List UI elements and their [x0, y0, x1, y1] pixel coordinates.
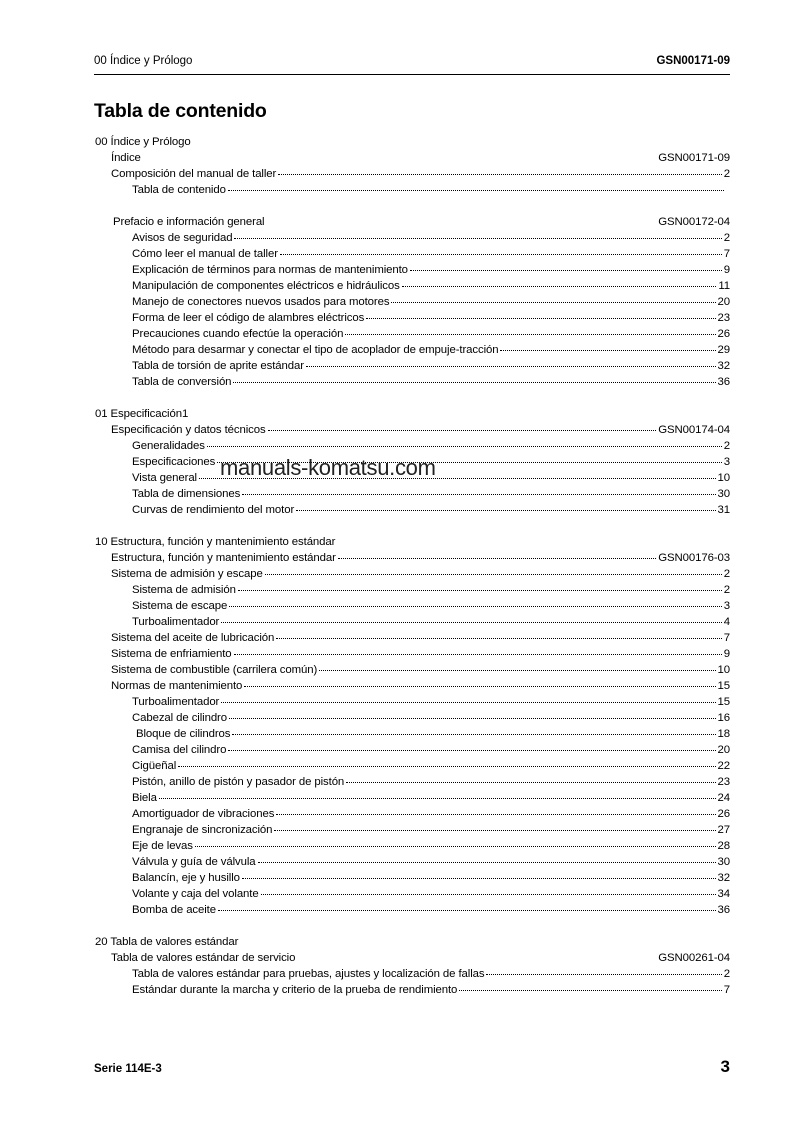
- toc-entry[interactable]: [132, 182, 726, 198]
- toc-entry-label: Tabla de valores estándar para pruebas, ajustes y localización de fallas: [132, 968, 485, 980]
- toc-entry-label: 01 Especificación1: [95, 408, 189, 420]
- toc-entry-page: 26: [717, 328, 730, 340]
- dot-leader: [338, 558, 656, 559]
- toc-chapter-entry[interactable]: [111, 662, 730, 678]
- toc-entry-label: Sistema del aceite de lubricación: [111, 632, 275, 644]
- toc-chapter-entry[interactable]: [111, 166, 730, 182]
- dot-leader: [276, 638, 722, 639]
- toc-entry-page: 9: [723, 648, 730, 660]
- dot-leader: [221, 702, 715, 703]
- toc-entry-label: Bomba de aceite: [132, 904, 216, 916]
- toc-entry-page: 26: [717, 808, 730, 820]
- toc-entry[interactable]: [132, 774, 730, 790]
- toc-entry-page: 34: [717, 888, 730, 900]
- dot-leader: [296, 510, 715, 511]
- dot-leader: [280, 254, 722, 255]
- toc-entry-label: Precauciones cuando efectúe la operación: [132, 328, 344, 340]
- toc-entry-page: GSN00176-03: [658, 552, 730, 564]
- toc-entry[interactable]: [132, 886, 730, 902]
- toc-entry-page: 2: [723, 584, 730, 596]
- toc-chapter-entry[interactable]: [111, 950, 730, 966]
- toc-entry-label: Bloque de cilindros: [136, 728, 231, 740]
- toc-entry-page: 7: [723, 984, 730, 996]
- toc-entry[interactable]: [132, 358, 730, 374]
- toc-chapter-entry[interactable]: [111, 550, 730, 566]
- toc-entry[interactable]: [132, 854, 730, 870]
- toc-entry-label: Turboalimentador: [132, 616, 220, 628]
- toc-entry-label: Especificaciones: [132, 456, 216, 468]
- dot-leader: [410, 270, 722, 271]
- toc-entry-page: 3: [723, 600, 730, 612]
- toc-entry[interactable]: [132, 486, 730, 502]
- toc-entry-page: 2: [723, 168, 730, 180]
- toc-entry-page: 30: [717, 488, 730, 500]
- dot-leader: [195, 846, 716, 847]
- dot-leader: [234, 238, 721, 239]
- dot-leader: [242, 878, 716, 879]
- dot-leader: [234, 654, 722, 655]
- dot-leader: [242, 494, 715, 495]
- toc-chapter-entry[interactable]: [111, 150, 730, 166]
- dot-leader: [233, 382, 715, 383]
- toc-entry-label: Cigüeñal: [132, 760, 177, 772]
- toc-entry[interactable]: [132, 614, 730, 630]
- toc-entry[interactable]: [132, 438, 730, 454]
- toc-entry-page: 24: [717, 792, 730, 804]
- dot-leader: [366, 318, 715, 319]
- toc-entry-page: 16: [717, 712, 730, 724]
- toc-chapter-entry[interactable]: [113, 214, 730, 230]
- toc-entry-label: Tabla de contenido: [132, 184, 226, 196]
- toc-section-heading[interactable]: [95, 406, 730, 422]
- dot-leader: [178, 766, 715, 767]
- dot-leader: [274, 830, 715, 831]
- toc-entry-page: 36: [717, 376, 730, 388]
- toc-entry-page: 10: [717, 472, 730, 484]
- dot-leader: [232, 734, 715, 735]
- toc-entry-label: Manejo de conectores nuevos usados para motores: [132, 296, 390, 308]
- dot-leader: [228, 190, 724, 191]
- toc-entry-label: Volante y caja del volante: [132, 888, 259, 900]
- toc-entry-page: 23: [717, 776, 730, 788]
- toc-entry[interactable]: [132, 294, 730, 310]
- toc-entry-label: Avisos de seguridad: [132, 232, 233, 244]
- toc-entry-label: Válvula y guía de válvula: [132, 856, 256, 868]
- dot-leader: [159, 798, 716, 799]
- dot-leader: [276, 814, 715, 815]
- toc-entry-label: Balancín, eje y husillo: [132, 872, 240, 884]
- dot-leader: [218, 910, 716, 911]
- toc-entry-label: Sistema de enfriamiento: [111, 648, 232, 660]
- toc-entry-label: Turboalimentador: [132, 696, 220, 708]
- dot-leader: [261, 894, 716, 895]
- toc-entry-page: 20: [717, 744, 730, 756]
- toc-entry[interactable]: [132, 838, 730, 854]
- toc-entry[interactable]: [132, 278, 730, 294]
- toc-entry-page: 30: [717, 856, 730, 868]
- dot-leader: [486, 974, 721, 975]
- dot-leader: [500, 350, 715, 351]
- toc-chapter-entry[interactable]: [111, 422, 730, 438]
- toc-entry-label: Curvas de rendimiento del motor: [132, 504, 295, 516]
- toc-entry-page: 2: [723, 568, 730, 580]
- toc-entry-label: 10 Estructura, función y mantenimiento estándar: [95, 536, 336, 548]
- dot-leader: [258, 862, 716, 863]
- dot-leader: [229, 606, 722, 607]
- dot-leader: [268, 430, 657, 431]
- toc-entry[interactable]: [132, 326, 730, 342]
- header-divider: [94, 74, 730, 75]
- toc-entry-page: 31: [717, 504, 730, 516]
- toc-entry-label: Amortiguador de vibraciones: [132, 808, 275, 820]
- toc-entry[interactable]: [132, 310, 730, 326]
- toc-entry-page: 27: [717, 824, 730, 836]
- toc-entry-label: Cabezal de cilindro: [132, 712, 227, 724]
- toc-entry-label: Eje de levas: [132, 840, 193, 852]
- toc-entry-label: Cómo leer el manual de taller: [132, 248, 278, 260]
- toc-entry-page: 2: [723, 968, 730, 980]
- toc-entry[interactable]: [132, 342, 730, 358]
- toc-entry[interactable]: [132, 598, 730, 614]
- toc-entry[interactable]: [132, 902, 730, 918]
- dot-leader: [229, 718, 716, 719]
- toc-entry-label: Pistón, anillo de pistón y pasador de pistón: [132, 776, 345, 788]
- toc-chapter-entry[interactable]: [111, 646, 730, 662]
- toc-entry-page: 15: [717, 680, 730, 692]
- toc-entry-label: Engranaje de sincronización: [132, 824, 273, 836]
- toc-entry-page: 32: [717, 872, 730, 884]
- toc-entry-label: Biela: [132, 792, 157, 804]
- footer-series: Serie 114E-3: [94, 1063, 162, 1075]
- toc-entry[interactable]: [132, 710, 730, 726]
- toc-entry[interactable]: [132, 966, 730, 982]
- toc-entry-label: Prefacio e información general: [113, 216, 265, 228]
- toc-entry-label: Estándar durante la marcha y criterio de la prueba de rendimiento: [132, 984, 458, 996]
- toc-entry-page: 7: [723, 632, 730, 644]
- toc-entry-label: Sistema de admisión: [132, 584, 236, 596]
- toc-entry-label: Índice: [111, 152, 141, 164]
- toc-entry[interactable]: [132, 230, 730, 246]
- running-header: [94, 53, 730, 71]
- toc-entry-page: 22: [717, 760, 730, 772]
- toc-entry-page: 28: [717, 840, 730, 852]
- dot-leader: [238, 590, 722, 591]
- toc-entry-label: Tabla de torsión de aprite estándar: [132, 360, 304, 372]
- toc-entry[interactable]: [136, 726, 730, 742]
- toc-entry-label: Explicación de términos para normas de mantenimiento: [132, 264, 408, 276]
- toc-entry-label: Camisa del cilindro: [132, 744, 227, 756]
- toc-entry[interactable]: [132, 582, 730, 598]
- toc-entry-page: 11: [718, 280, 730, 292]
- toc-entry-label: Sistema de admisión y escape: [111, 568, 263, 580]
- dot-leader: [306, 366, 716, 367]
- toc-entry-label: 00 Índice y Prólogo: [95, 136, 191, 148]
- toc-entry-label: Método para desarmar y conectar el tipo de acoplador de empuje-tracción: [132, 344, 499, 356]
- toc-entry-page: GSN00171-09: [658, 152, 730, 164]
- toc-entry-label: Especificación y datos técnicos: [111, 424, 266, 436]
- toc-chapter-entry[interactable]: [111, 630, 730, 646]
- toc-entry-label: Sistema de combustible (carrilera común): [111, 664, 318, 676]
- toc-entry-page: 23: [717, 312, 730, 324]
- toc-entry-page: GSN00174-04: [658, 424, 730, 436]
- header-doc-code: GSN00171-09: [656, 55, 730, 67]
- toc-entry[interactable]: [132, 982, 730, 998]
- toc-entry-label: Normas de mantenimiento: [111, 680, 243, 692]
- dot-leader: [345, 334, 715, 335]
- toc-entry-page: 10: [717, 664, 730, 676]
- toc-entry[interactable]: [132, 790, 730, 806]
- toc-entry-label: Composición del manual de taller: [111, 168, 277, 180]
- toc-entry[interactable]: [132, 694, 730, 710]
- dot-leader: [402, 286, 717, 287]
- toc-entry-page: GSN00172-04: [658, 216, 730, 228]
- header-section-label: 00 Índice y Prólogo: [94, 55, 193, 67]
- toc-entry-page: 7: [723, 248, 730, 260]
- toc-entry-page: 32: [717, 360, 730, 372]
- toc-entry-label: Manipulación de componentes eléctricos e hidráulicos: [132, 280, 400, 292]
- toc-entry-page: 9: [723, 264, 730, 276]
- toc-entry-label: Estructura, función y mantenimiento estándar: [111, 552, 336, 564]
- toc-entry-label: Sistema de escape: [132, 600, 228, 612]
- toc-entry-page: 36: [717, 904, 730, 916]
- dot-leader: [319, 670, 715, 671]
- toc-entry-page: GSN00261-04: [658, 952, 730, 964]
- toc-chapter-entry[interactable]: [111, 678, 730, 694]
- dot-leader: [244, 686, 715, 687]
- toc-entry-page: 2: [723, 440, 730, 452]
- toc-entry[interactable]: [132, 822, 730, 838]
- toc-entry[interactable]: [132, 246, 730, 262]
- toc-entry-page: 3: [723, 456, 730, 468]
- toc-entry-page: 2: [723, 232, 730, 244]
- toc-entry[interactable]: [132, 374, 730, 390]
- toc-section-heading[interactable]: [95, 934, 730, 950]
- toc-entry-label: Tabla de conversión: [132, 376, 232, 388]
- toc-entry-label: Vista general: [132, 472, 197, 484]
- toc-chapter-entry[interactable]: [111, 566, 730, 582]
- toc-entry-page: 29: [717, 344, 730, 356]
- toc-entry[interactable]: [132, 870, 730, 886]
- dot-leader: [391, 302, 715, 303]
- toc-entry[interactable]: [132, 262, 730, 278]
- dot-leader: [228, 750, 715, 751]
- toc-entry-page: 4: [723, 616, 730, 628]
- dot-leader: [265, 574, 722, 575]
- toc-entry-label: Forma de leer el código de alambres eléctricos: [132, 312, 365, 324]
- toc-entry-page: 15: [717, 696, 730, 708]
- toc-entry-page: 18: [717, 728, 730, 740]
- toc-entry-page: 20: [717, 296, 730, 308]
- toc-entry-label: Generalidades: [132, 440, 205, 452]
- watermark: manuals-komatsu.com: [220, 455, 436, 480]
- page-title: Tabla de contenido: [94, 100, 267, 122]
- toc-entry[interactable]: [132, 502, 730, 518]
- dot-leader: [221, 622, 721, 623]
- toc-entry-label: Tabla de valores estándar de servicio: [111, 952, 296, 964]
- dot-leader: [278, 174, 722, 175]
- toc-entry[interactable]: [132, 742, 730, 758]
- toc-section-heading[interactable]: [95, 534, 730, 550]
- toc-entry[interactable]: [132, 806, 730, 822]
- dot-leader: [459, 990, 721, 991]
- toc-entry[interactable]: [132, 758, 730, 774]
- toc-entry-label: 20 Tabla de valores estándar: [95, 936, 239, 948]
- toc-entry-label: Tabla de dimensiones: [132, 488, 241, 500]
- dot-leader: [207, 446, 722, 447]
- toc-section-heading[interactable]: [95, 134, 730, 150]
- footer-page-number: 3: [720, 1057, 730, 1076]
- dot-leader: [346, 782, 715, 783]
